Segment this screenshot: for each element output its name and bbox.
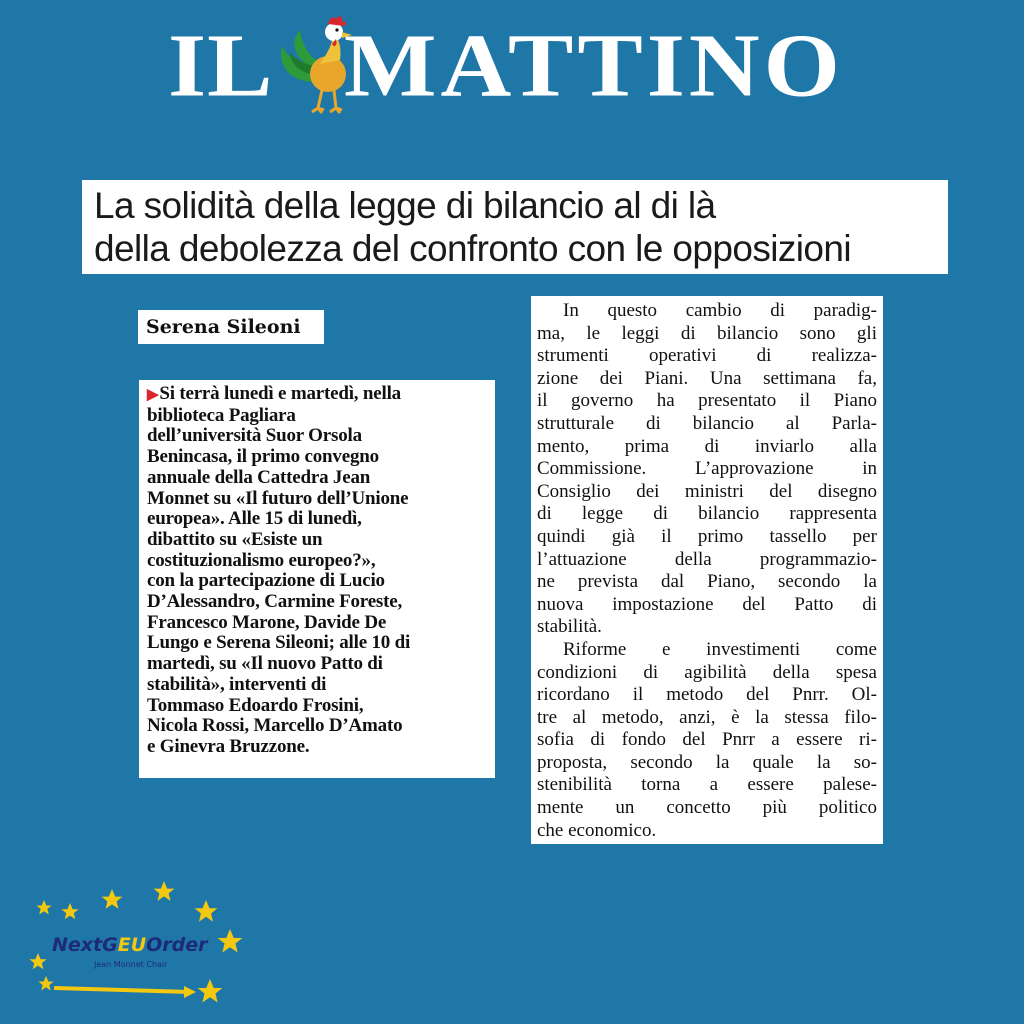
- sidebar-line: Tommaso Edoardo Frosini,: [147, 694, 364, 716]
- article-word: un: [615, 797, 635, 819]
- article-word: secondo: [630, 751, 693, 773]
- masthead-mattino: MATTINO: [344, 16, 844, 116]
- article-word: operativi: [648, 345, 717, 367]
- article-word: essere: [796, 729, 843, 751]
- article-word: programmazio-: [759, 548, 877, 570]
- article-word: del: [769, 480, 793, 502]
- article-word: quale: [752, 751, 794, 773]
- article-word: metodo,: [601, 706, 664, 728]
- article-word: In: [563, 300, 579, 321]
- article-word: quindi: [537, 525, 586, 547]
- article-word: gli: [856, 322, 877, 344]
- article-word: agibilità: [684, 661, 747, 683]
- article-line: che economico.: [537, 819, 657, 841]
- article-line: [537, 571, 877, 594]
- article-word: il: [632, 684, 644, 706]
- article-line: [537, 368, 877, 391]
- article-word: ricordano: [537, 684, 610, 706]
- article-word: politico: [818, 797, 877, 819]
- article-word: di: [704, 435, 720, 457]
- article-line: [537, 797, 877, 820]
- article-word: è: [731, 706, 740, 728]
- article-word: dei: [636, 480, 660, 502]
- article-line: [537, 639, 877, 662]
- article-word: a: [709, 774, 719, 796]
- logo-title-part: NextG: [52, 934, 118, 956]
- article-word: sofia: [537, 729, 574, 751]
- sidebar-line: con la partecipazione di Lucio: [147, 570, 385, 592]
- article-word: metodo: [666, 684, 724, 706]
- article-word: presentato: [698, 390, 777, 412]
- sidebar-line-text: Si terrà lunedì e martedì, nella: [159, 383, 401, 404]
- masthead-il: IL: [168, 16, 274, 116]
- article-word: spesa: [835, 661, 877, 683]
- article-word: Parla-: [831, 412, 877, 434]
- triangle-marker-icon: ▶: [147, 387, 159, 403]
- article-word: secondo: [778, 571, 841, 593]
- sidebar-line: Benincasa, il primo convegno: [147, 446, 379, 468]
- headline-line: La solidità della legge di bilancio al di là: [94, 185, 716, 226]
- article-word: nuova: [537, 593, 584, 615]
- nextgeuorder-logo: [14, 876, 254, 1006]
- article-word: fondo: [621, 729, 666, 751]
- article-word: dei: [599, 367, 623, 389]
- article-word: ne: [537, 571, 555, 593]
- article-word: Commissione.: [537, 458, 647, 480]
- sidebar-line: [147, 384, 487, 406]
- article-line: [537, 594, 877, 617]
- article-word: concetto: [666, 797, 731, 819]
- article-word: ha: [656, 390, 675, 412]
- article-word: del: [682, 729, 706, 751]
- sidebar-line: dell’università Suor Orsola: [147, 425, 362, 447]
- article-word: strutturale: [537, 412, 615, 434]
- article-word: come: [835, 638, 877, 660]
- article-word: l’attuazione: [537, 548, 627, 570]
- article-word: il: [661, 525, 672, 547]
- article-word: il: [537, 390, 548, 412]
- sidebar-line: Monnet su «Il futuro dell’Unione: [147, 487, 409, 509]
- article-word: rappresenta: [789, 503, 877, 525]
- article-line: [537, 549, 877, 572]
- article-word: di: [537, 503, 552, 525]
- article-word: fa,: [857, 367, 877, 389]
- article-word: alla: [849, 435, 877, 457]
- sidebar-line: stabilità», interventi di: [147, 673, 327, 695]
- sidebar-line: Francesco Marone, Davide De: [147, 611, 387, 633]
- article-word: le: [586, 322, 601, 344]
- sidebar-line: D’Alessandro, Carmine Foreste,: [147, 591, 403, 613]
- article-word: in: [862, 458, 877, 480]
- article-word: tre: [537, 706, 558, 728]
- article-word: della: [772, 661, 810, 683]
- article-line: [537, 526, 877, 549]
- logo-title-eu: EU: [117, 934, 147, 956]
- article-word: Pnrr.: [792, 684, 829, 706]
- article-word: già: [611, 525, 635, 547]
- article-line: [537, 684, 877, 707]
- article-word: impostazione: [612, 593, 714, 615]
- article-word: tassello: [769, 525, 827, 547]
- article-column: [531, 296, 883, 844]
- article-line: [537, 323, 877, 346]
- article-word: ri-: [859, 729, 877, 751]
- article-word: bilancio: [692, 412, 754, 434]
- article-word: Riforme: [563, 638, 627, 660]
- article-line: stabilità.: [537, 616, 602, 638]
- article-word: la: [715, 751, 730, 773]
- article-word: della: [674, 548, 712, 570]
- article-word: Consiglio: [537, 480, 611, 502]
- article-word: Patto: [794, 593, 834, 615]
- article-word: leggi: [621, 322, 660, 344]
- article-word: condizioni: [537, 661, 618, 683]
- article-word: la: [863, 571, 877, 593]
- article-line: [537, 300, 877, 323]
- article-word: mento,: [537, 435, 590, 457]
- article-word: essere: [747, 774, 794, 796]
- article-word: Ol-: [851, 684, 877, 706]
- article-word: di: [862, 593, 877, 615]
- article-word: zione: [537, 367, 579, 389]
- article-word: a: [771, 729, 780, 751]
- article-word: strumenti: [537, 345, 609, 367]
- article-word: palese-: [823, 774, 877, 796]
- article-word: la: [755, 706, 769, 728]
- article-line: [537, 752, 877, 775]
- article-word: dal: [660, 571, 685, 593]
- article-word: torna: [641, 774, 681, 796]
- article-word: di: [653, 503, 668, 525]
- sidebar-line: Nicola Rossi, Marcello D’Amato: [147, 715, 403, 737]
- headline-line: della debolezza del confronto con le opposizioni: [94, 228, 851, 269]
- article-word: stessa: [784, 706, 829, 728]
- sidebar-line: annuale della Cattedra Jean: [147, 466, 371, 488]
- article-line: [537, 774, 877, 797]
- article-word: paradig-: [813, 300, 877, 321]
- article-line: [537, 503, 877, 526]
- article-word: di: [756, 345, 772, 367]
- article-word: bilancio: [698, 503, 760, 525]
- article-word: Pnrr: [722, 729, 755, 751]
- author-byline: Serena Sileoni: [138, 310, 324, 344]
- article-word: di: [770, 300, 786, 321]
- article-word: di: [643, 661, 659, 683]
- article-word: governo: [571, 390, 634, 412]
- article-word: al: [572, 706, 587, 728]
- article-word: del: [742, 593, 766, 615]
- sidebar-line: costituzionalismo europeo?»,: [147, 549, 376, 571]
- article-word: questo: [607, 300, 658, 321]
- article-word: settimana: [763, 367, 836, 389]
- article-line: [537, 481, 877, 504]
- article-line: [537, 458, 877, 481]
- article-word: il: [799, 390, 811, 412]
- article-word: di: [646, 412, 661, 434]
- article-line: [537, 729, 877, 752]
- article-line: [537, 390, 877, 413]
- article-line: [537, 436, 877, 459]
- article-word: bilancio: [717, 322, 779, 344]
- article-word: prevista: [577, 571, 639, 593]
- article-word: so-: [853, 751, 877, 773]
- article-word: e: [662, 638, 671, 660]
- article-word: Una: [709, 367, 742, 389]
- article-line: [537, 413, 877, 436]
- logo-subtitle: Jean Monnet Chair: [94, 960, 168, 969]
- article-word: al: [785, 412, 800, 434]
- article-word: cambio: [685, 300, 742, 321]
- article-word: filo-: [844, 706, 877, 728]
- article-word: investimenti: [706, 638, 801, 660]
- event-sidebar: [139, 380, 495, 778]
- sidebar-line: biblioteca Pagliara: [147, 404, 296, 426]
- article-word: anzi,: [679, 706, 716, 728]
- article-word: ministri: [684, 480, 744, 502]
- article-word: più: [762, 797, 787, 819]
- article-word: disegno: [817, 480, 877, 502]
- logo-title-part: Order: [146, 934, 208, 956]
- article-word: realizza-: [811, 345, 877, 367]
- article-word: per: [852, 525, 877, 547]
- article-word: proposta,: [537, 751, 608, 773]
- article-word: Piano,: [707, 571, 756, 593]
- article-word: di: [590, 729, 606, 751]
- article-word: la: [816, 751, 831, 773]
- article-word: legge: [581, 503, 624, 525]
- article-line: [537, 345, 877, 368]
- sidebar-line: dibattito su «Esiste un: [147, 528, 323, 550]
- article-word: L’approvazione: [694, 458, 814, 480]
- article-word: prima: [624, 435, 670, 457]
- article-line: [537, 707, 877, 730]
- article-word: di: [680, 322, 696, 344]
- article-word: inviarlo: [754, 435, 815, 457]
- article-word: ma,: [537, 322, 565, 344]
- article-word: del: [746, 684, 770, 706]
- article-word: primo: [697, 525, 744, 547]
- article-line: [537, 662, 877, 685]
- sidebar-line: martedì, su «Il nuovo Patto di: [147, 653, 383, 675]
- headline-box: [82, 180, 948, 274]
- masthead: [168, 18, 888, 118]
- article-word: Piani.: [644, 367, 689, 389]
- sidebar-line: europea». Alle 15 di lunedì,: [147, 508, 362, 530]
- logo-title: [52, 934, 208, 956]
- article-word: Piano: [833, 390, 877, 412]
- sidebar-line: e Ginevra Bruzzone.: [147, 735, 310, 757]
- article-word: sono: [799, 322, 836, 344]
- sidebar-line: Lungo e Serena Sileoni; alle 10 di: [147, 632, 411, 654]
- article-word: mente: [537, 797, 584, 819]
- article-word: stenibilità: [537, 774, 612, 796]
